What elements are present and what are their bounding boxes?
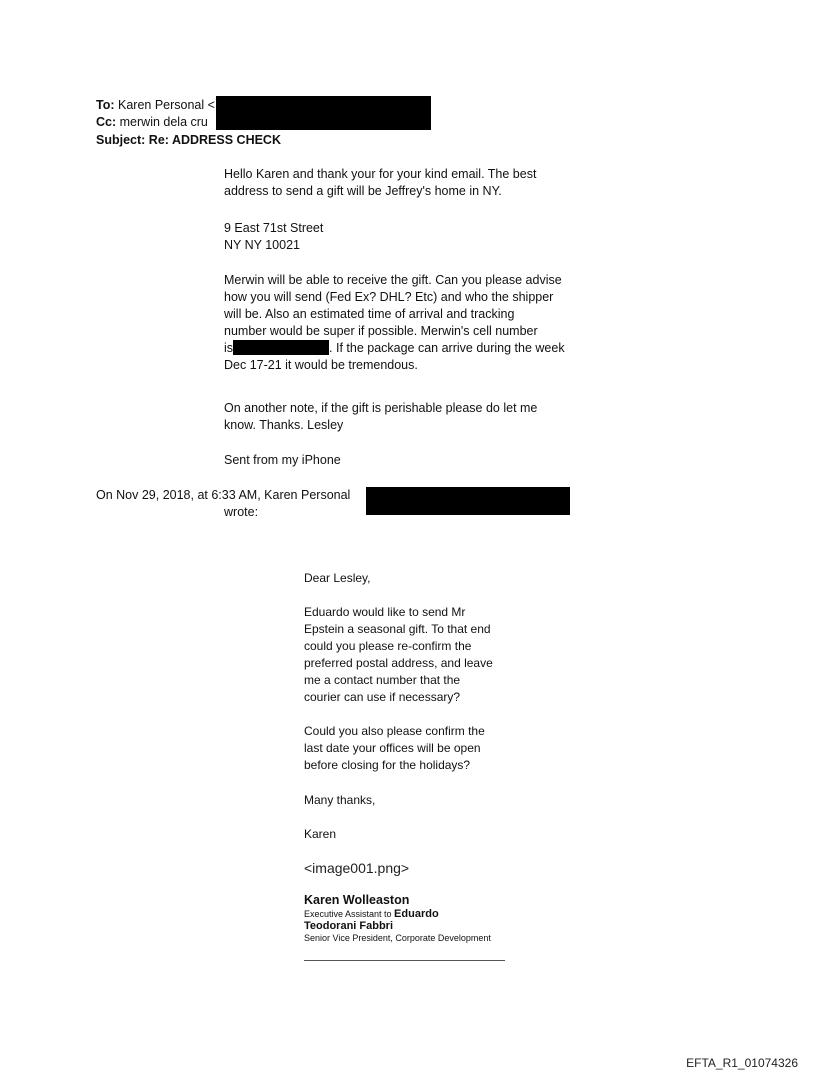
reply-paragraph-1 — [224, 166, 536, 200]
reply-p2-is: is — [224, 341, 234, 355]
quoted-p1-line-5: me a contact number that the — [304, 673, 461, 687]
quoted-greeting: Dear Lesley, — [304, 571, 371, 585]
quote-wrote: wrote: — [224, 505, 259, 519]
reply-p2-line-1: Merwin will be able to receive the gift. Can you please advise — [224, 273, 562, 287]
quoted-p2-line-2: last date your offices will be open — [304, 741, 481, 755]
quoted-paragraph-1 — [304, 604, 493, 706]
subject-line — [96, 132, 281, 149]
quoted-p2-line-1: Could you also please confirm the — [304, 724, 485, 738]
signature-position: Senior Vice President, Corporate Development — [304, 933, 491, 943]
redaction-cell-number — [233, 340, 329, 355]
sent-from-line: Sent from my iPhone — [224, 453, 341, 467]
cc-line — [96, 114, 208, 131]
image-placeholder: <image001.png> — [304, 860, 410, 876]
quoted-closing: Many thanks, — [304, 793, 376, 807]
quoted-p1-line-3: could you please re-confirm the — [304, 639, 472, 653]
signature-divider — [304, 960, 505, 961]
reply-paragraph-2 — [224, 272, 565, 374]
subject-label: Subject: — [96, 133, 146, 147]
address-line-2: NY NY 10021 — [224, 238, 300, 252]
redaction-to-cc — [216, 96, 431, 130]
document-id: EFTA_R1_01074326 — [686, 1056, 798, 1070]
quoted-p1-line-2: Epstein a seasonal gift. To that end — [304, 622, 491, 636]
quoted-p1-line-6: courier can use if necessary? — [304, 690, 461, 704]
email-signature — [304, 893, 491, 944]
reply-p2-line-2: how you will send (Fed Ex? DHL? Etc) and who the shipper — [224, 290, 554, 304]
subject-value: Re: ADDRESS CHECK — [148, 133, 281, 147]
quoted-paragraph-2 — [304, 723, 485, 774]
cc-label: Cc: — [96, 115, 117, 129]
reply-p2-line-5 — [224, 340, 565, 357]
quoted-p1-line-4: preferred postal address, and leave — [304, 656, 493, 670]
signature-title-prefix: Executive Assistant to — [304, 909, 395, 919]
signature-name: Karen Wolleaston — [304, 893, 410, 907]
cc-value: merwin dela cru — [119, 115, 208, 129]
reply-p3-line-1: On another note, if the gift is perishable please do let me — [224, 401, 538, 415]
reply-p2-line-4: number would be super if possible. Merwin's cell number — [224, 324, 538, 338]
to-line — [96, 97, 215, 114]
to-label: To: — [96, 98, 115, 112]
reply-p1-line-1: Hello Karen and thank your for your kind email. The best — [224, 167, 537, 181]
signature-title-line-1 — [304, 909, 491, 920]
reply-paragraph-3 — [224, 400, 537, 434]
address-line-1: 9 East 71st Street — [224, 221, 324, 235]
reply-p3-line-2: know. Thanks. Lesley — [224, 418, 344, 432]
reply-p1-line-2: address to send a gift will be Jeffrey's home in NY. — [224, 184, 502, 198]
reply-address — [224, 220, 323, 254]
signature-title-line-2: Teodorani Fabbri — [304, 920, 394, 932]
quote-attribution: On Nov 29, 2018, at 6:33 AM, Karen Personal — [96, 488, 351, 502]
quoted-signoff: Karen — [304, 827, 337, 841]
reply-p2-line-3: will be. Also an estimated time of arrival and tracking — [224, 307, 515, 321]
reply-p2-rest: . If the package can arrive during the week — [329, 341, 565, 355]
redaction-email-address — [366, 487, 570, 515]
reply-p2-line-6: Dec 17-21 it would be tremendous. — [224, 358, 418, 372]
quoted-p2-line-3: before closing for the holidays? — [304, 758, 471, 772]
signature-title-bold: Eduardo — [394, 908, 439, 920]
to-value: Karen Personal < — [118, 98, 215, 112]
quoted-p1-line-1: Eduardo would like to send Mr — [304, 605, 466, 619]
